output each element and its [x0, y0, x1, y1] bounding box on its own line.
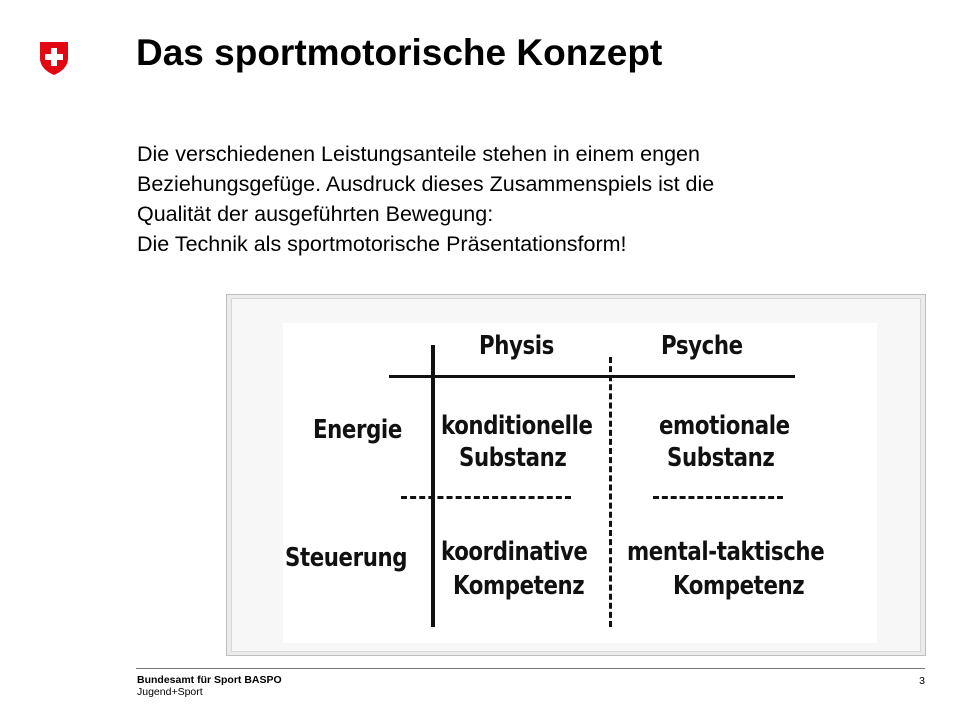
body-text — [137, 139, 937, 259]
cell-energie-physis-line1: konditionelle — [441, 411, 593, 441]
horizontal-dashed-rule-left — [401, 496, 571, 499]
horizontal-dashed-rule-right — [653, 496, 783, 499]
header-rule — [389, 375, 795, 378]
cell-energie-psyche-line1: emotionale — [659, 411, 790, 441]
cell-steuerung-psyche-line1: mental-taktische — [627, 537, 825, 567]
footer-divider — [136, 668, 925, 669]
cell-steuerung-physis-line2: Kompetenz — [453, 571, 585, 601]
concept-figure — [226, 294, 926, 656]
cell-energie-physis-line2: Substanz — [459, 443, 567, 473]
cell-steuerung-psyche-line2: Kompetenz — [673, 571, 805, 601]
concept-grid — [283, 323, 877, 643]
body-line: Die Technik als sportmotorische Präsentationsform! — [137, 232, 627, 256]
swiss-cross-shield-icon — [37, 40, 71, 76]
body-line: Die verschiedenen Leistungsanteile stehen in einem engen — [137, 142, 700, 166]
page-title: Das sportmotorische Konzept — [136, 32, 663, 73]
footer-organization: Bundesamt für Sport BASPO — [137, 674, 282, 686]
column-header-physis: Physis — [479, 331, 554, 361]
body-line: Qualität der ausgeführten Bewegung: — [137, 202, 494, 226]
cell-steuerung-physis-line1: koordinative — [441, 537, 588, 567]
vertical-dashed-rule — [609, 357, 612, 627]
cell-energie-psyche-line2: Substanz — [667, 443, 775, 473]
body-line: Beziehungsgefüge. Ausdruck dieses Zusammenspiels ist die — [137, 172, 715, 196]
footer-program: Jugend+Sport — [137, 686, 203, 698]
row-label-steuerung: Steuerung — [285, 543, 408, 573]
column-header-psyche: Psyche — [661, 331, 743, 361]
page-number: 3 — [919, 675, 925, 687]
row-label-energie: Energie — [313, 415, 402, 445]
vertical-rule — [431, 345, 435, 627]
